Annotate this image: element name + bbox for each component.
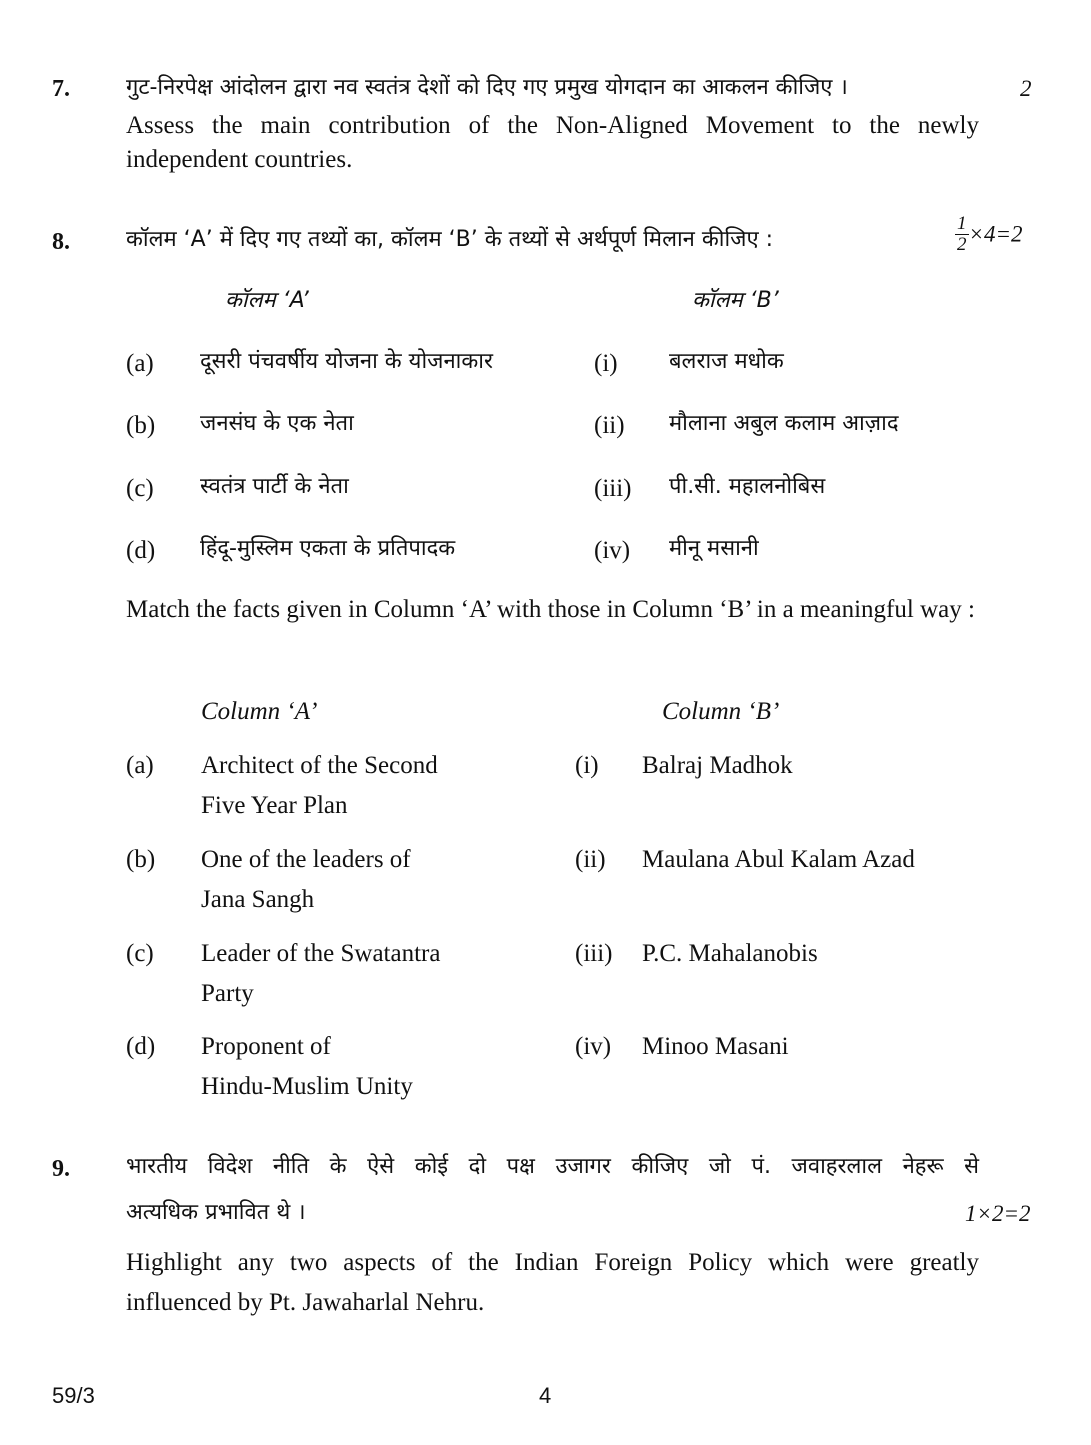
column-a-item: स्वतंत्र पार्टी के नेता bbox=[200, 474, 349, 499]
column-b-item: पी.सी. महालनोबिस bbox=[669, 474, 826, 499]
row-label-b: (iv) bbox=[594, 537, 631, 564]
column-b-item: Balraj Madhok bbox=[642, 752, 793, 779]
row-label-a: (d) bbox=[126, 537, 156, 564]
column-a-item: जनसंघ के एक नेता bbox=[200, 411, 354, 436]
question-text-hindi: कॉलम ‘A’ में दिए गए तथ्यों का, कॉलम ‘B’ के तथ्यों से अर्थपूर्ण मिलान कीजिए : bbox=[126, 227, 774, 252]
column-a-item-line1: Leader of the Swatantra bbox=[201, 940, 441, 967]
question-number: 7. bbox=[52, 76, 70, 102]
question-text-hindi: गुट-निरपेक्ष आंदोलन द्वारा नव स्वतंत्र देशों को दिए गए प्रमुख योगदान का आकलन कीजिए । bbox=[126, 75, 848, 100]
question-text-hindi-line2: अत्यधिक प्रभावित थे । bbox=[126, 1200, 306, 1225]
question-number: 8. bbox=[52, 229, 70, 255]
column-b-item: P.C. Mahalanobis bbox=[642, 940, 818, 967]
row-label-a: (a) bbox=[126, 752, 154, 779]
column-a-heading-hindi: कॉलम ‘A’ bbox=[225, 288, 309, 313]
question-text-english: Match the facts given in Column ‘A’ with those in Column ‘B’ in a meaningful way : bbox=[126, 596, 975, 623]
column-b-item: बलराज मधोक bbox=[669, 349, 784, 374]
row-label-a: (b) bbox=[126, 846, 156, 873]
column-b-item: Minoo Masani bbox=[642, 1033, 789, 1060]
column-a-item-line1: One of the leaders of bbox=[201, 846, 411, 873]
question-text-hindi-line1: भारतीय विदेश नीति के ऐसे कोई दो पक्ष उजागर कीजिए जो पं. जवाहरलाल नेहरू से bbox=[126, 1154, 979, 1179]
paper-code: 59/3 bbox=[52, 1383, 95, 1408]
column-a-item-line1: Proponent of bbox=[201, 1033, 331, 1060]
marks bbox=[955, 214, 1023, 255]
column-a-item-line2: Party bbox=[201, 980, 254, 1007]
page-number: 4 bbox=[539, 1383, 552, 1408]
row-label-b: (iii) bbox=[594, 475, 632, 502]
row-label-a: (b) bbox=[126, 412, 156, 439]
marks: 2 bbox=[1020, 76, 1032, 101]
column-b-heading: Column ‘B’ bbox=[662, 698, 780, 725]
marks-fraction bbox=[955, 214, 969, 255]
row-label-a: (a) bbox=[126, 350, 154, 377]
column-a-item-line2: Jana Sangh bbox=[201, 886, 315, 913]
column-a-item-line2: Hindu-Muslim Unity bbox=[201, 1073, 413, 1100]
column-b-item: Maulana Abul Kalam Azad bbox=[642, 846, 915, 873]
fraction-numerator: 1 bbox=[957, 213, 967, 234]
row-label-a: (c) bbox=[126, 475, 154, 502]
question-text-english: Assess the main contribution of the Non-Aligned Movement to the newly independent countries. bbox=[126, 112, 979, 173]
fraction-denominator: 2 bbox=[957, 234, 967, 255]
row-label-b: (i) bbox=[575, 752, 599, 779]
row-label-b: (ii) bbox=[594, 412, 625, 439]
question-number: 9. bbox=[52, 1156, 70, 1182]
question-text-english: Highlight any two aspects of the Indian Foreign Policy which were greatly influenced by Pt. Jawaharlal Nehru. bbox=[126, 1249, 979, 1316]
column-a-item: हिंदू-मुस्लिम एकता के प्रतिपादक bbox=[200, 536, 456, 561]
column-b-item: मीनू मसानी bbox=[669, 536, 759, 561]
marks: 1×2=2 bbox=[965, 1201, 1031, 1226]
row-label-b: (i) bbox=[594, 350, 618, 377]
row-label-b: (iv) bbox=[575, 1033, 612, 1060]
marks-multiplier: ×4=2 bbox=[968, 221, 1023, 247]
row-label-b: (ii) bbox=[575, 846, 606, 873]
column-a-item-line2: Five Year Plan bbox=[201, 792, 348, 819]
row-label-a: (d) bbox=[126, 1033, 156, 1060]
column-a-item-line1: Architect of the Second bbox=[201, 752, 438, 779]
row-label-b: (iii) bbox=[575, 940, 613, 967]
column-a-heading: Column ‘A’ bbox=[201, 698, 318, 725]
column-a-item: दूसरी पंचवर्षीय योजना के योजनाकार bbox=[200, 349, 493, 374]
column-b-item: मौलाना अबुल कलाम आज़ाद bbox=[669, 411, 899, 436]
column-b-heading-hindi: कॉलम ‘B’ bbox=[692, 288, 779, 313]
row-label-a: (c) bbox=[126, 940, 154, 967]
